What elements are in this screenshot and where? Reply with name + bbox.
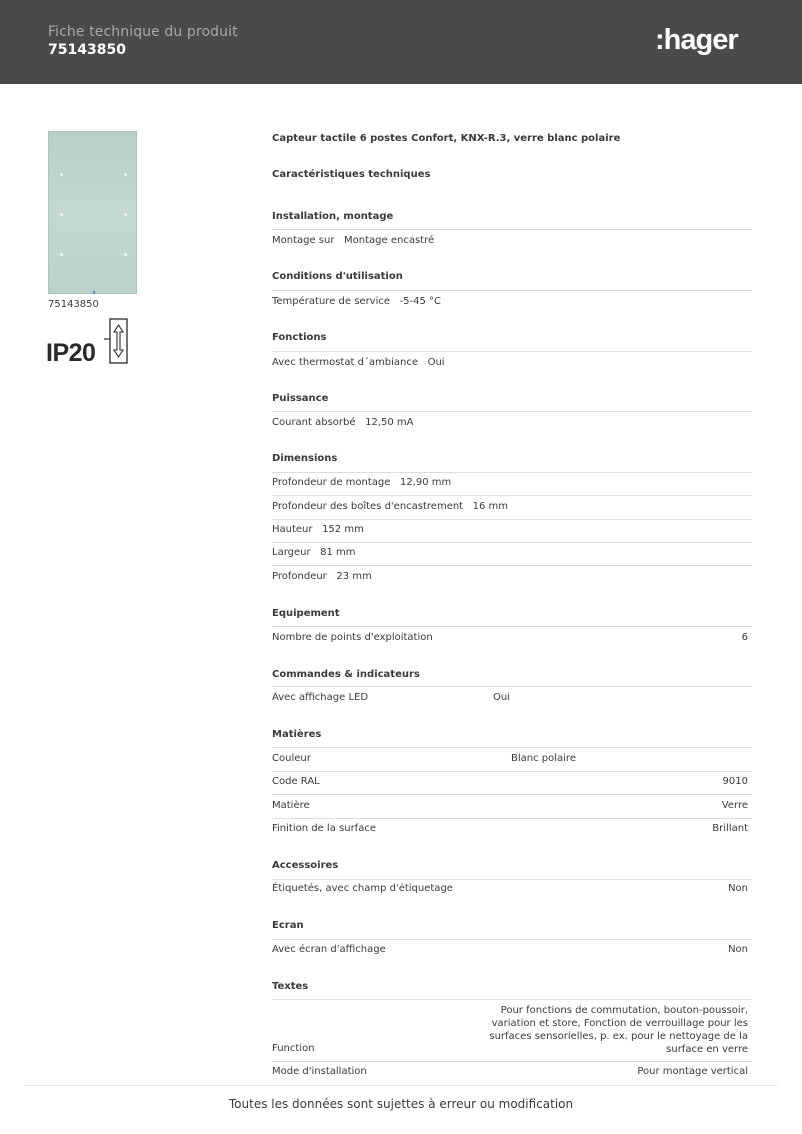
spec-value: -5-45 °C xyxy=(399,296,442,307)
spec-value: Oui xyxy=(493,692,510,703)
spec-row xyxy=(272,632,752,646)
spec-value: 16 mm xyxy=(472,501,509,512)
spec-value: Non xyxy=(728,944,748,955)
section-ecran-title: Ecran xyxy=(272,920,752,940)
spec-label: Température de service -5-45 °C xyxy=(272,296,442,307)
spec-value: 152 mm xyxy=(322,524,364,535)
spec-row xyxy=(272,1066,752,1080)
spec-row xyxy=(272,800,752,819)
footer-disclaimer: Toutes les données sont sujettes à erreur ou modification xyxy=(228,1097,574,1111)
section-commandes-title: Commandes & indicateurs xyxy=(272,669,752,687)
spec-label: Profondeur des boîtes d'encastrement 16 mm xyxy=(272,501,509,512)
footer-divider xyxy=(24,1085,777,1086)
spec-row xyxy=(272,417,752,431)
spec-value: 23 mm xyxy=(336,571,372,582)
spec-row xyxy=(272,547,752,566)
spec-label: Finition de la surface xyxy=(272,823,376,834)
spec-label: Montage sur Montage encastré xyxy=(272,235,435,246)
spec-row xyxy=(272,571,752,585)
section-puissance-title: Puissance xyxy=(272,393,752,412)
spec-value: Pour montage vertical xyxy=(637,1066,748,1077)
spec-label: Mode d'installation xyxy=(272,1066,367,1077)
spec-label: Hauteur 152 mm xyxy=(272,524,364,535)
spec-label: Couleur xyxy=(272,753,311,764)
image-caption: 75143850 xyxy=(48,299,99,310)
spec-value: 12,50 mA xyxy=(365,417,414,428)
spec-row xyxy=(272,501,752,520)
touch-point-dot xyxy=(124,213,127,216)
section-conditions-title: Conditions d'utilisation xyxy=(272,271,752,291)
spec-label: Code RAL xyxy=(272,776,320,787)
spec-row xyxy=(272,692,752,706)
spec-value: Blanc polaire xyxy=(511,753,576,764)
ip-rating: IP20 xyxy=(46,339,96,367)
section-accessoires-title: Accessoires xyxy=(272,860,752,880)
spec-value: 12,90 mm xyxy=(399,477,452,488)
characteristics-title: Caractéristiques techniques xyxy=(272,169,431,180)
spec-label: Matière xyxy=(272,800,310,811)
page-header xyxy=(0,0,802,84)
spec-label: Function xyxy=(272,1043,315,1054)
spec-row xyxy=(272,944,752,958)
spec-label: Profondeur 23 mm xyxy=(272,571,372,582)
section-fonctions-title: Fonctions xyxy=(272,332,752,352)
spec-label: Avec écran d'affichage xyxy=(272,944,386,955)
spec-row xyxy=(272,296,752,310)
spec-label: Profondeur de montage 12,90 mm xyxy=(272,477,452,488)
touch-point-dot xyxy=(124,173,127,176)
section-matieres-title: Matières xyxy=(272,729,752,748)
led-marker xyxy=(93,291,95,294)
ip-rating-block xyxy=(46,317,136,369)
spec-value: Oui xyxy=(427,357,445,368)
spec-row xyxy=(272,477,752,496)
spec-value: Verre xyxy=(721,800,748,811)
hager-logo: :hager xyxy=(655,24,738,56)
spec-value-multiline: Pour fonctions de commutation, bouton-poussoir, variation et store, Fonction de verrouillage pour les surfaces sensorielles, p. ex. pour le nettoyage de la surface en verre xyxy=(489,1005,748,1055)
section-textes-title: Textes xyxy=(272,981,752,1000)
mounting-orientation-vertical-icon xyxy=(104,317,130,369)
spec-value: 6 xyxy=(741,632,748,643)
spec-row xyxy=(272,524,752,543)
spec-value: Non xyxy=(728,883,748,894)
spec-row xyxy=(272,1004,752,1062)
touch-point-dot xyxy=(124,253,127,256)
product-code: 75143850 xyxy=(48,42,126,58)
touch-point-dot xyxy=(60,173,63,176)
spec-label: Courant absorbé 12,50 mA xyxy=(272,417,414,428)
spec-row xyxy=(272,883,752,897)
spec-row xyxy=(272,235,752,249)
spec-label: Avec thermostat d´ambiance Oui xyxy=(272,357,445,368)
spec-value: Montage encastré xyxy=(344,235,435,246)
spec-label: Avec affichage LED xyxy=(272,692,369,703)
spec-value: 9010 xyxy=(722,776,748,787)
spec-label: Étiquetés, avec champ d'étiquetage xyxy=(272,883,453,894)
spec-value: Brillant xyxy=(712,823,748,834)
product-title: Capteur tactile 6 postes Confort, KNX-R.3, verre blanc polaire xyxy=(272,133,621,144)
section-installation-title: Installation, montage xyxy=(272,211,752,230)
spec-label: Largeur 81 mm xyxy=(272,547,356,558)
touch-point-dot xyxy=(60,213,63,216)
section-dimensions-title: Dimensions xyxy=(272,453,752,473)
spec-label: Nombre de points d'exploitation xyxy=(272,632,433,643)
touch-point-dot xyxy=(60,253,63,256)
spec-value: 81 mm xyxy=(320,547,356,558)
spec-row xyxy=(272,357,752,371)
product-image xyxy=(48,131,137,294)
spec-row xyxy=(272,753,752,772)
section-equipement-title: Equipement xyxy=(272,608,752,627)
spec-row xyxy=(272,823,752,837)
spec-row xyxy=(272,776,752,795)
document-subtitle: Fiche technique du produit xyxy=(48,24,238,40)
